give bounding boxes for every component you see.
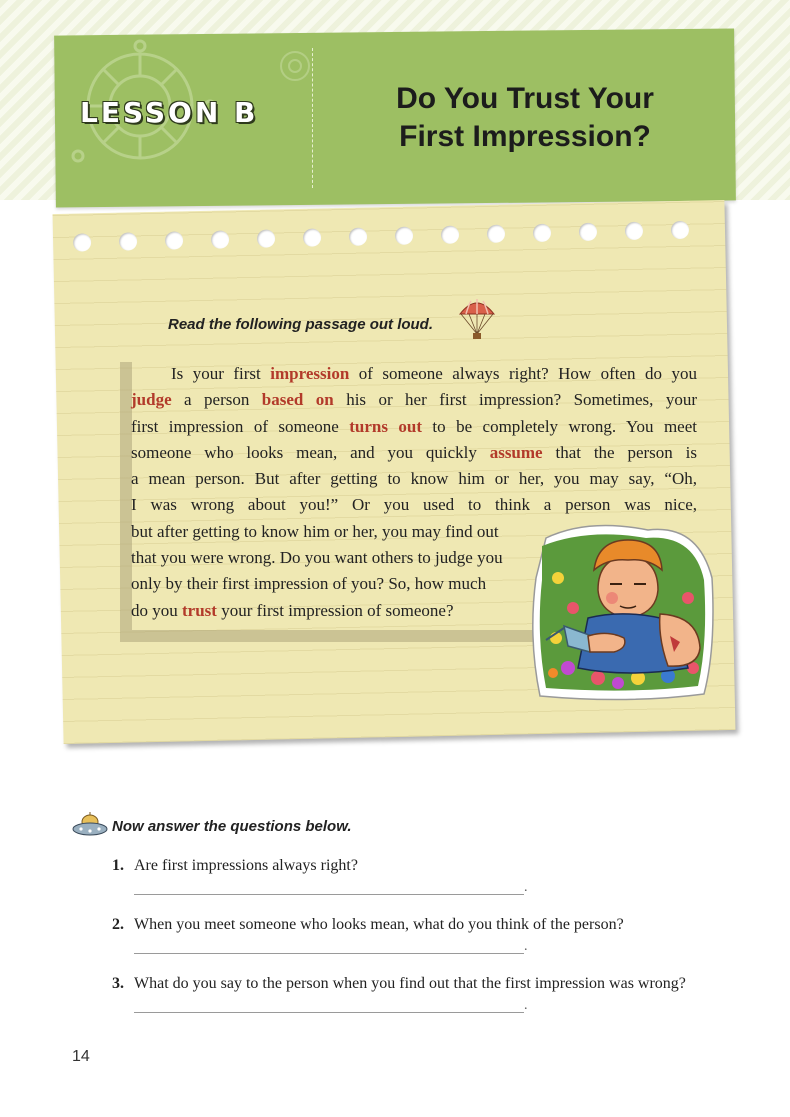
answer-line-2[interactable] — [134, 953, 524, 954]
passage-text: I was wrong about you!” Or you used to think a person was nice, — [131, 495, 697, 515]
binder-hole — [533, 224, 551, 242]
question-text: What do you say to the person when you find out that the first impression was wrong? — [134, 975, 686, 992]
passage-text: someone who looks mean, and you quickly — [131, 442, 490, 462]
page-number: 14 — [72, 1048, 90, 1065]
question-2 — [112, 916, 624, 934]
passage-line — [131, 440, 697, 466]
passage-text: but after getting to know him or her, you may find out — [131, 521, 499, 541]
passage-text: Is your first — [171, 364, 271, 383]
title-line-2: First Impression? — [399, 120, 651, 153]
question-number: 1. — [112, 857, 124, 874]
passage-text: of someone always right? How often do you — [349, 364, 698, 383]
binder-hole — [487, 225, 505, 243]
binder-hole — [671, 221, 689, 239]
passage-line — [131, 361, 697, 387]
passage-line — [131, 492, 697, 518]
binder-hole — [579, 223, 597, 241]
binder-hole — [257, 229, 275, 247]
question-3 — [112, 975, 686, 993]
header-divider — [312, 48, 313, 188]
passage-line — [131, 571, 531, 597]
question-text: When you meet someone who looks mean, what do you think of the person? — [134, 916, 624, 933]
binder-hole — [395, 227, 413, 245]
binder-hole — [119, 232, 137, 250]
lesson-label: LESSON B — [80, 96, 259, 129]
keyword: impression — [270, 364, 350, 383]
binder-hole — [625, 222, 643, 240]
passage-text: his or her first impression? Sometimes, your — [333, 390, 697, 410]
title-line-1: Do You Trust Your — [396, 82, 654, 115]
answer-line-end: . — [524, 880, 528, 895]
binder-hole — [303, 228, 321, 246]
passage-text: a mean person. But after getting to know him or her, you may say, “Oh, — [131, 469, 697, 489]
answer-line-1[interactable] — [134, 894, 524, 895]
passage-line — [131, 414, 697, 440]
page-title — [355, 80, 695, 156]
passage-line — [131, 519, 531, 545]
binder-hole — [211, 230, 229, 248]
keyword: assume — [489, 442, 543, 462]
passage-text: do you — [131, 600, 182, 620]
keyword: judge — [131, 390, 172, 410]
passage-text: your first impression of someone? — [216, 600, 454, 620]
binder-hole — [349, 228, 367, 246]
passage-line — [131, 387, 697, 413]
passage-line — [131, 598, 531, 624]
answer-line-3[interactable] — [134, 1012, 524, 1013]
passage-line — [131, 545, 531, 571]
keyword: turns out — [349, 416, 423, 436]
passage-text: that the person is — [542, 442, 697, 462]
gardener-illustration — [528, 518, 716, 704]
binder-hole — [73, 233, 91, 251]
binder-hole — [165, 231, 183, 249]
ufo-icon — [72, 812, 108, 840]
passage-text: only by their first impression of you? So, how much — [131, 574, 487, 594]
question-text: Are first impressions always right? — [134, 857, 358, 874]
passage-text: a person — [171, 390, 262, 410]
passage-line — [131, 466, 697, 492]
reading-instruction: Read the following passage out loud. — [168, 316, 434, 333]
answer-line-end: . — [524, 998, 528, 1013]
passage-text: that you were wrong. Do you want others to judge you — [131, 548, 503, 568]
answer-line-end: . — [524, 939, 528, 954]
keyword: trust — [182, 600, 217, 620]
parachute-icon — [458, 298, 496, 340]
questions-instruction: Now answer the questions below. — [112, 818, 352, 835]
keyword: based on — [261, 390, 334, 410]
question-number: 3. — [112, 975, 124, 992]
passage-text: to be completely wrong. You meet — [422, 416, 697, 436]
question-1 — [112, 857, 358, 875]
question-number: 2. — [112, 916, 124, 933]
binder-hole — [441, 226, 459, 244]
passage-text: first impression of someone — [131, 416, 350, 436]
